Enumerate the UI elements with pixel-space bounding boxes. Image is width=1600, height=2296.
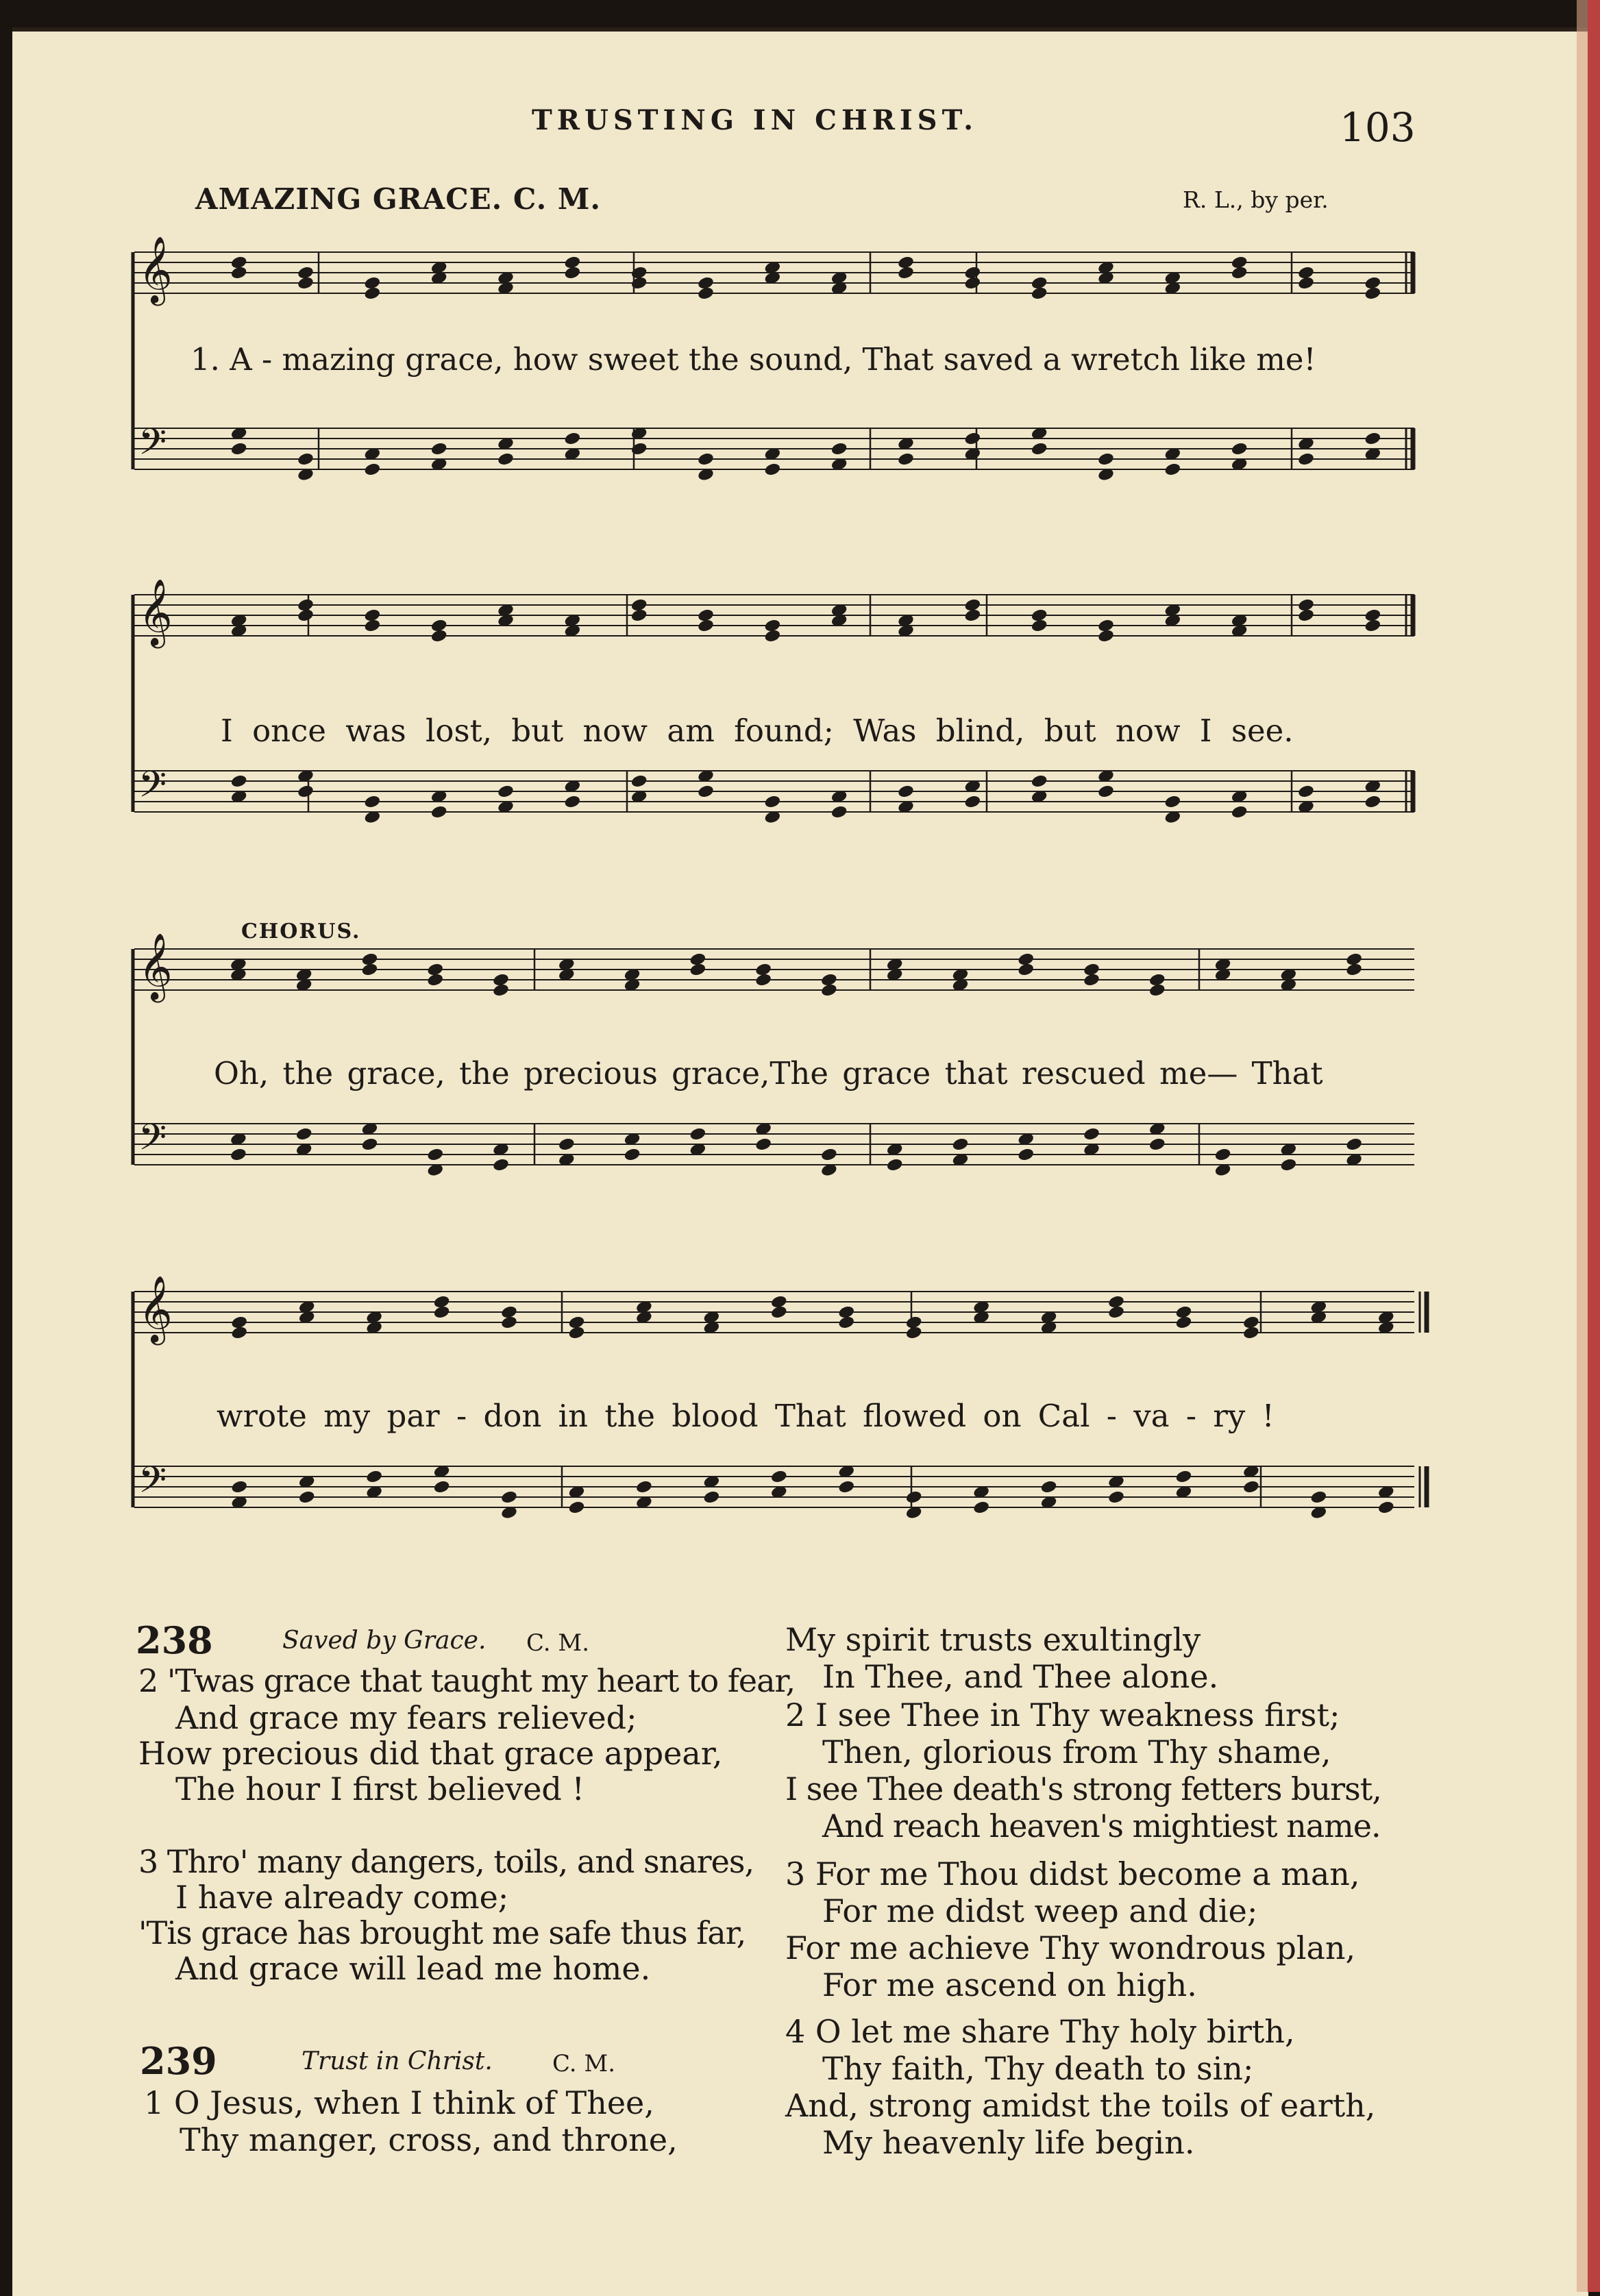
note-head	[568, 1500, 586, 1515]
hymn-meter-239: C. M.	[552, 2050, 616, 2077]
note-head	[568, 1325, 586, 1340]
note-head	[426, 972, 444, 987]
note-head	[500, 1315, 518, 1330]
note-head	[558, 1137, 576, 1152]
verse-line: 3 For me Thou didst become a man,	[785, 1855, 1360, 1892]
note-head	[230, 1147, 247, 1162]
note-head	[297, 608, 315, 623]
note-head	[1377, 1500, 1395, 1515]
note-head	[1345, 1137, 1363, 1152]
note-head	[1031, 618, 1048, 633]
verse-line: 'Tis grace has brought me safe thus far,	[138, 1914, 746, 1951]
verse-line: For me didst weep and die;	[822, 1892, 1258, 1929]
verse-line: I have already come;	[175, 1879, 509, 1916]
note-head	[1242, 1325, 1260, 1340]
note-head	[295, 1126, 313, 1141]
verse-line: Then, glorious from Thy shame,	[822, 1733, 1331, 1770]
lyric-line-4: wrote my par - don in the blood That flowed on Cal - va - ry !	[217, 1398, 1275, 1434]
verse-line: And, strong amidst the toils of earth,	[785, 2087, 1376, 2124]
note-head	[1231, 441, 1248, 456]
note-head	[697, 452, 715, 467]
note-head	[963, 608, 981, 623]
note-head	[230, 265, 248, 280]
note-head	[1097, 628, 1115, 643]
note-head	[1031, 286, 1048, 301]
tune-title: AMAZING GRACE. C. M.	[195, 182, 601, 216]
verse-line: In Thee, and Thee alone.	[822, 1658, 1219, 1695]
note-head	[763, 462, 781, 477]
note-head	[770, 1305, 788, 1320]
note-head	[1214, 1147, 1232, 1162]
bass-clef-icon: 𝄢	[138, 1117, 167, 1168]
note-head	[630, 608, 648, 623]
note-head	[1297, 452, 1315, 467]
note-head	[963, 275, 981, 291]
note-head	[361, 962, 379, 977]
note-head	[897, 784, 915, 799]
note-head	[430, 441, 448, 456]
note-head	[1297, 784, 1315, 799]
verse-line: And grace will lead me home.	[175, 1950, 651, 1987]
note-head	[433, 1479, 451, 1494]
bass-clef-icon: 𝄢	[138, 1459, 167, 1510]
verse-line: Thy faith, Thy death to sin;	[822, 2050, 1254, 2087]
note-head	[497, 452, 515, 467]
hymn-number-239: 239	[140, 2039, 217, 2083]
treble-clef-icon: 𝄞	[138, 1275, 173, 1342]
note-head	[1107, 1305, 1125, 1320]
verse-line: My spirit trusts exultingly	[785, 1621, 1201, 1658]
note-head	[563, 431, 581, 446]
note-head	[1164, 462, 1181, 477]
hymn-meter-238: C. M.	[526, 1629, 590, 1657]
treble-clef-icon: 𝄞	[138, 578, 173, 645]
note-head	[1297, 275, 1315, 291]
lyric-line-2: I once was lost, but now am found; Was blind, but now I see.	[221, 713, 1294, 749]
note-head	[1345, 962, 1363, 977]
note-head	[497, 784, 515, 799]
note-head	[1364, 431, 1381, 446]
note-head	[1279, 1157, 1297, 1172]
note-head	[1083, 1126, 1100, 1141]
note-head	[363, 794, 381, 809]
note-head	[430, 804, 448, 819]
note-head	[365, 1469, 383, 1484]
note-head	[426, 1147, 444, 1162]
note-head	[905, 1490, 923, 1505]
verse-line: And reach heaven's mightiest name.	[822, 1807, 1381, 1844]
verse-line: 1 O Jesus, when I think of Thee,	[144, 2084, 654, 2121]
note-head	[886, 1157, 904, 1172]
verse-line: 2 I see Thee in Thy weakness first;	[785, 1696, 1340, 1733]
note-head	[837, 1315, 855, 1330]
note-head	[1231, 804, 1248, 819]
verse-line: My heavenly life begin.	[822, 2124, 1195, 2161]
note-head	[1031, 441, 1048, 456]
running-head: TRUSTING IN CHRIST.	[532, 104, 979, 136]
bass-clef-icon: 𝄢	[138, 764, 167, 815]
note-head	[1364, 618, 1381, 633]
verse-line: How precious did that grace appear,	[138, 1735, 723, 1772]
note-head	[754, 972, 772, 987]
note-head	[563, 265, 581, 280]
page-number: 103	[1340, 104, 1416, 151]
note-head	[897, 265, 915, 280]
note-head	[1175, 1469, 1193, 1484]
note-head	[697, 286, 715, 301]
note-head	[1017, 1147, 1035, 1162]
bass-clef-icon: 𝄢	[138, 421, 167, 472]
verse-line: And grace my fears relieved;	[175, 1699, 637, 1736]
note-head	[1364, 286, 1381, 301]
tune-credit: R. L., by per.	[1183, 186, 1329, 213]
note-head	[963, 431, 981, 446]
note-head	[297, 784, 315, 799]
verse-line: 2 'Twas grace that taught my heart to fear,	[138, 1662, 796, 1699]
note-head	[689, 1126, 706, 1141]
note-head	[697, 784, 715, 799]
note-head	[630, 275, 648, 291]
note-head	[1040, 1479, 1058, 1494]
note-head	[298, 1490, 316, 1505]
note-head	[363, 618, 381, 633]
treble-clef-icon: 𝄞	[138, 933, 173, 1000]
note-head	[492, 983, 510, 998]
note-head	[297, 275, 315, 291]
hymn-number-238: 238	[136, 1618, 213, 1662]
note-head	[1231, 265, 1248, 280]
note-head	[689, 962, 706, 977]
note-head	[830, 441, 848, 456]
note-head	[1017, 962, 1035, 977]
note-head	[897, 452, 915, 467]
verse-line: 3 Thro' many dangers, toils, and snares,	[138, 1843, 754, 1880]
note-head	[702, 1490, 720, 1505]
hymn-title-239: Trust in Christ.	[301, 2047, 493, 2075]
note-head	[820, 983, 838, 998]
note-head	[905, 1325, 923, 1340]
note-head	[1148, 983, 1166, 998]
note-head	[763, 794, 781, 809]
note-head	[763, 628, 781, 643]
note-head	[297, 452, 315, 467]
verse-line: I see Thee death's strong fetters burst,	[785, 1770, 1381, 1807]
note-head	[230, 1479, 248, 1494]
hymn-title-238: Saved by Grace.	[282, 1627, 487, 1655]
note-head	[770, 1469, 788, 1484]
verse-line: 4 O let me share Thy holy birth,	[785, 2013, 1295, 2050]
verse-line: For me achieve Thy wondrous plan,	[785, 1929, 1356, 1966]
note-head	[1309, 1490, 1327, 1505]
note-head	[1364, 794, 1381, 809]
verse-line: The hour I first believed !	[175, 1770, 584, 1807]
lyric-line-3: Oh, the grace, the precious grace,The grace that rescued me— That	[214, 1055, 1323, 1091]
note-head	[820, 1147, 838, 1162]
note-head	[624, 1147, 641, 1162]
note-head	[972, 1500, 990, 1515]
note-head	[500, 1490, 518, 1505]
note-head	[697, 618, 715, 633]
note-head	[433, 1305, 451, 1320]
note-head	[630, 774, 648, 789]
note-head	[830, 804, 848, 819]
note-head	[1242, 1479, 1260, 1494]
note-head	[630, 441, 648, 456]
note-head	[1148, 1137, 1166, 1152]
note-head	[1107, 1490, 1125, 1505]
note-head	[230, 1325, 248, 1340]
note-head	[635, 1479, 653, 1494]
note-head	[430, 628, 448, 643]
note-head	[837, 1479, 855, 1494]
note-head	[230, 441, 248, 456]
note-head	[563, 794, 581, 809]
note-head	[230, 774, 248, 789]
lyric-line-1: 1. A - mazing grace, how sweet the sound, That saved a wretch like me!	[190, 341, 1316, 378]
note-head	[363, 286, 381, 301]
note-head	[1083, 972, 1100, 987]
note-head	[952, 1137, 970, 1152]
note-head	[963, 794, 981, 809]
verse-line: For me ascend on high.	[822, 1966, 1197, 2003]
note-head	[1097, 784, 1115, 799]
note-head	[1031, 774, 1048, 789]
note-head	[1164, 794, 1181, 809]
note-head	[492, 1157, 510, 1172]
chorus-label: CHORUS.	[241, 919, 361, 943]
treble-clef-icon: 𝄞	[138, 236, 173, 303]
note-head	[1175, 1315, 1193, 1330]
note-head	[1297, 608, 1315, 623]
note-head	[363, 462, 381, 477]
note-head	[361, 1137, 379, 1152]
note-head	[754, 1137, 772, 1152]
note-head	[1097, 452, 1115, 467]
verse-line: Thy manger, cross, and throne,	[180, 2121, 678, 2158]
